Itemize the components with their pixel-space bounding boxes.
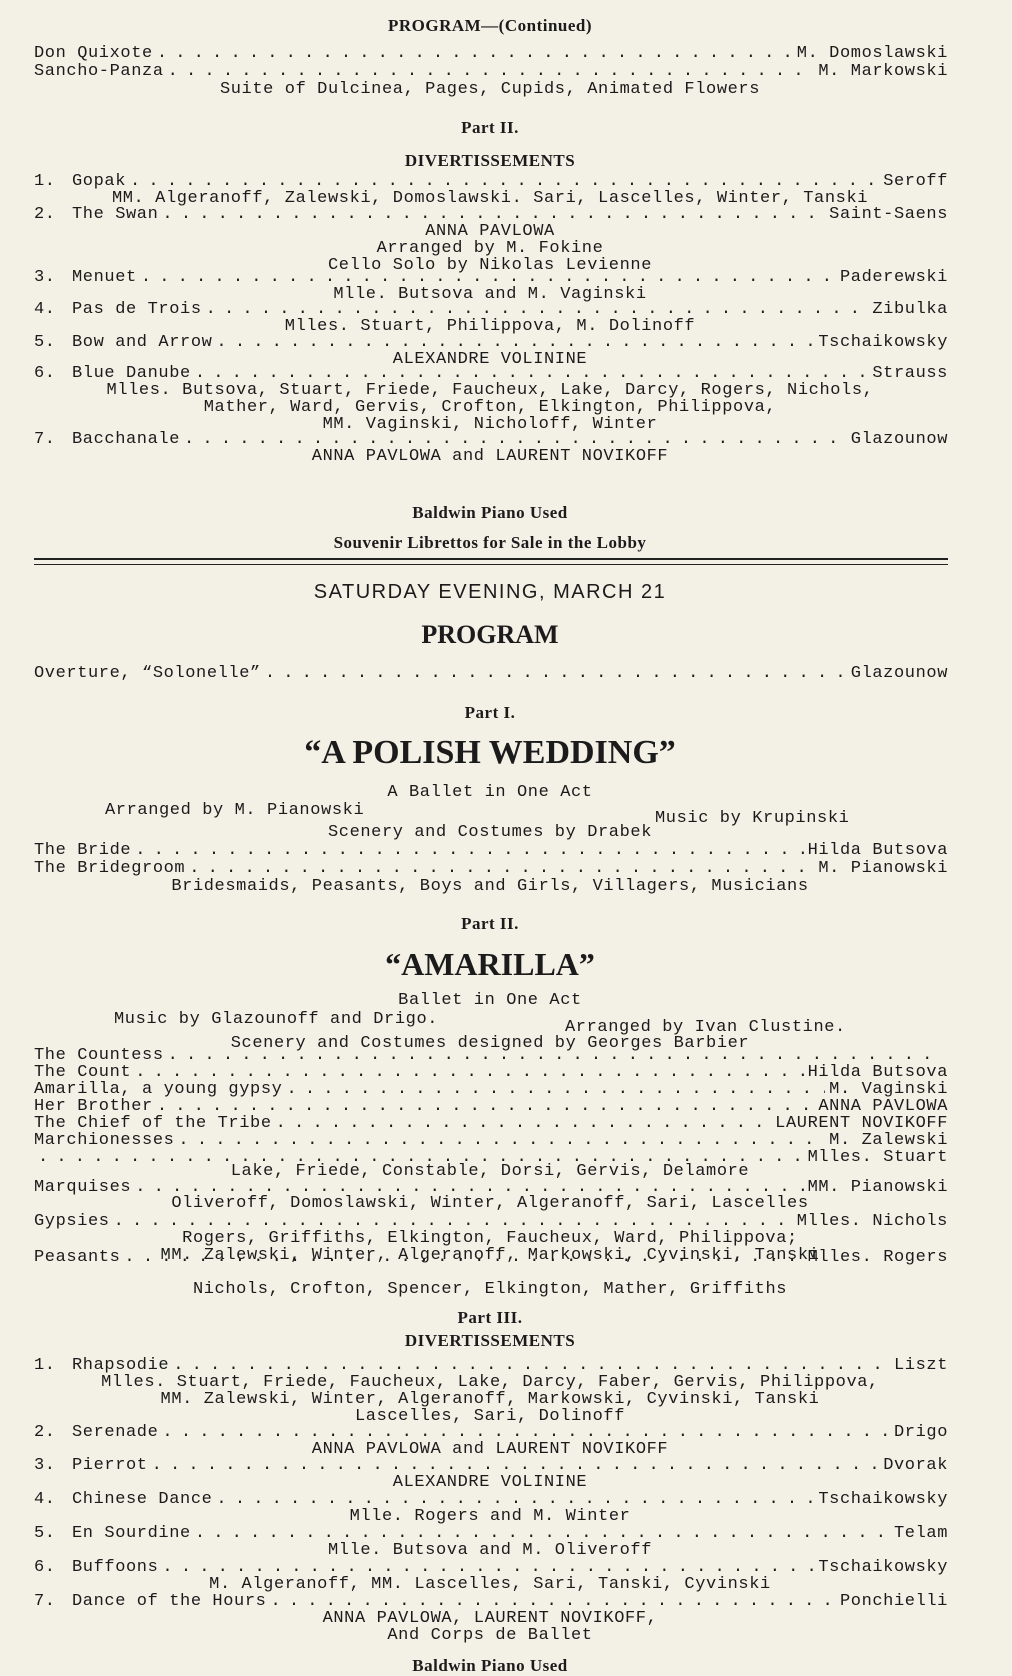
item-credit: MM. Pianowski bbox=[807, 1178, 948, 1197]
item-number: 4. bbox=[34, 300, 56, 319]
ballet-subtitle: Ballet in One Act bbox=[398, 991, 582, 1010]
item-credit: Telam bbox=[893, 1524, 948, 1543]
section-divider bbox=[34, 558, 948, 560]
cast-line-bridegroom bbox=[34, 859, 948, 878]
arranged-by: Arranged by M. Pianowski bbox=[105, 801, 365, 820]
cast-line-bride bbox=[34, 841, 948, 860]
performer: M. Pianowski bbox=[818, 859, 948, 878]
item-number: 5. bbox=[34, 333, 56, 352]
item-title: Bacchanale bbox=[72, 430, 181, 449]
performer: Hilda Butsova bbox=[807, 841, 948, 860]
item-title: Bow and Arrow bbox=[72, 333, 213, 352]
item-title: The Swan bbox=[72, 205, 159, 224]
performer-line: ANNA PAVLOWA bbox=[425, 222, 555, 241]
item-credit: Saint-Saens bbox=[829, 205, 948, 224]
item-title: The Count bbox=[34, 1063, 132, 1082]
item-title: En Sourdine bbox=[72, 1524, 191, 1543]
item-credit: Mlles. Rogers bbox=[807, 1248, 948, 1267]
item-credit: LAURENT NOVIKOFF bbox=[775, 1114, 948, 1133]
item-credit: Ponchielli bbox=[839, 1592, 948, 1611]
music-by: Music by Krupinski bbox=[655, 809, 850, 828]
performer-line: Mather, Ward, Gervis, Crofton, Elkington, Philippova, bbox=[203, 398, 777, 417]
item-credit: Dvorak bbox=[883, 1456, 948, 1475]
ensemble-line: Rogers, Griffiths, Elkington, Faucheux, Ward, Philippova; bbox=[182, 1229, 798, 1248]
item-title: Buffoons bbox=[72, 1558, 159, 1577]
item-title: Blue Danube bbox=[72, 364, 191, 383]
item-credit: M. Zalewski bbox=[829, 1131, 948, 1150]
part-3-heading: DIVERTISSEMENTS bbox=[404, 1331, 576, 1350]
item-credit: Tschaikowsky bbox=[818, 1558, 948, 1577]
item-title: Pierrot bbox=[72, 1456, 148, 1475]
ballet-title-polish-wedding: “A POLISH WEDDING” bbox=[304, 734, 676, 771]
item-number: 1. bbox=[34, 172, 56, 191]
item-credit: Tschaikowsky bbox=[818, 333, 948, 352]
performer-line: M. Algeranoff, MM. Lascelles, Sari, Tanski, Cyvinski bbox=[209, 1575, 771, 1594]
ballet-subtitle: A Ballet in One Act bbox=[387, 783, 593, 802]
leader-dots bbox=[189, 859, 814, 878]
item-title: Menuet bbox=[72, 268, 137, 287]
program-heading: PROGRAM bbox=[421, 620, 559, 649]
item-credit: Mlles. Stuart bbox=[807, 1148, 948, 1167]
ensemble-line: Bridesmaids, Peasants, Boys and Girls, Villagers, Musicians bbox=[171, 877, 809, 896]
item-number: 4. bbox=[34, 1490, 56, 1509]
piano-note: Baldwin Piano Used bbox=[412, 503, 568, 522]
date-heading: SATURDAY EVENING, MARCH 21 bbox=[313, 581, 667, 603]
leader-dots bbox=[265, 664, 847, 683]
scenery-credit: Scenery and Costumes designed by Georges Barbier bbox=[230, 1034, 750, 1053]
leader-dots bbox=[135, 841, 803, 860]
item-title: The Countess bbox=[34, 1046, 164, 1065]
arranged-by: Arranged by Ivan Clustine. bbox=[565, 1018, 846, 1037]
suite-line: Suite of Dulcinea, Pages, Cupids, Animated Flowers bbox=[219, 80, 761, 99]
item-number: 2. bbox=[34, 205, 56, 224]
performer-line: Mlles. Stuart, Friede, Faucheux, Lake, Darcy, Faber, Gervis, Philippova, bbox=[101, 1373, 879, 1392]
performer-line: ANNA PAVLOWA, LAURENT NOVIKOFF, bbox=[322, 1609, 658, 1628]
item-number: 6. bbox=[34, 364, 56, 383]
role: Sancho-Panza bbox=[34, 62, 164, 81]
overture-title: Overture, “Solonelle” bbox=[34, 664, 261, 683]
section-divider-thin bbox=[34, 564, 948, 565]
cast-line-don-quixote bbox=[34, 44, 948, 63]
performer: M. Markowski bbox=[818, 62, 948, 81]
item-credit: ANNA PAVLOWA bbox=[818, 1097, 948, 1116]
item-credit: Mlles. Nichols bbox=[796, 1212, 948, 1231]
item-number: 7. bbox=[34, 1592, 56, 1611]
ensemble-line: Lake, Friede, Constable, Dorsi, Gervis, Delamore bbox=[230, 1162, 750, 1181]
item-credit: Glazounow bbox=[850, 430, 948, 449]
leader-dots bbox=[157, 44, 793, 63]
performer-line: MM. Zalewski, Winter, Algeranoff, Markowski, Cyvinski, Tanski bbox=[160, 1390, 820, 1409]
part-2-label: Part II. bbox=[461, 914, 519, 933]
item-title: Dance of the Hours bbox=[72, 1592, 267, 1611]
item-number: 6. bbox=[34, 1558, 56, 1577]
role: The Bridegroom bbox=[34, 859, 186, 878]
performer-line: Mlle. Butsova and M. Oliveroff bbox=[327, 1541, 653, 1560]
item-credit: Drigo bbox=[893, 1423, 948, 1442]
ballet-title-amarilla: “AMARILLA” bbox=[385, 946, 595, 982]
performer-line: MM. Vaginski, Nicholoff, Winter bbox=[322, 415, 658, 434]
item-number: 5. bbox=[34, 1524, 56, 1543]
scenery-credit: Scenery and Costumes by Drabek bbox=[327, 823, 653, 842]
overture-line bbox=[34, 664, 948, 683]
item-number: 3. bbox=[34, 268, 56, 287]
part-3-label: Part III. bbox=[457, 1308, 523, 1327]
part-1-label: Part I. bbox=[464, 703, 516, 722]
music-by: Music by Glazounoff and Drigo. bbox=[114, 1010, 439, 1029]
performer-line: ALEXANDRE VOLININE bbox=[392, 1473, 588, 1492]
item-title: Her Brother bbox=[34, 1097, 153, 1116]
performer-line: And Corps de Ballet bbox=[387, 1626, 593, 1645]
item-credit: Seroff bbox=[883, 172, 948, 191]
ensemble-line: Oliveroff, Domoslawski, Winter, Algeranoff, Sari, Lascelles bbox=[171, 1194, 809, 1213]
libretto-note: Souvenir Librettos for Sale in the Lobby bbox=[333, 533, 647, 552]
item-number: 3. bbox=[34, 1456, 56, 1475]
item-title: Gypsies bbox=[34, 1212, 110, 1231]
item-title: Amarilla, a young gypsy bbox=[34, 1080, 283, 1099]
item-number: 7. bbox=[34, 430, 56, 449]
item-credit: Paderewski bbox=[839, 268, 948, 287]
performer-line: ANNA PAVLOWA and LAURENT NOVIKOFF bbox=[311, 447, 669, 466]
divertissements-heading: DIVERTISSEMENTS bbox=[404, 151, 576, 170]
performer-line: Mlle. Butsova and M. Vaginski bbox=[333, 285, 647, 304]
performer-line: ANNA PAVLOWA and LAURENT NOVIKOFF bbox=[311, 1440, 669, 1459]
performer-line: Arranged by M. Fokine bbox=[376, 239, 604, 258]
performer-line: Cello Solo by Nikolas Levienne bbox=[327, 256, 653, 275]
part-label: Part II. bbox=[461, 118, 519, 137]
overture-composer: Glazounow bbox=[850, 664, 948, 683]
item-number: 1. bbox=[34, 1356, 56, 1375]
item-credit: M. Vaginski bbox=[829, 1080, 948, 1099]
cast-line-sancho-panza bbox=[34, 62, 948, 81]
item-title: Rhapsodie bbox=[72, 1356, 170, 1375]
item-title: Peasants bbox=[34, 1248, 121, 1267]
continued-heading: PROGRAM—(Continued) bbox=[387, 16, 593, 35]
ensemble-line: Nichols, Crofton, Spencer, Elkington, Mather, Griffiths bbox=[192, 1280, 788, 1299]
ensemble-line: MM. Zalewski, Winter, Algeranoff, Markowski, Cyvinski, Tanski bbox=[160, 1246, 820, 1265]
role: Don Quixote bbox=[34, 44, 153, 63]
performer-line: Mlles. Stuart, Philippova, M. Dolinoff bbox=[284, 317, 696, 336]
performer-line: MM. Algeranoff, Zalewski, Domoslawski. Sari, Lascelles, Winter, Tanski bbox=[111, 189, 869, 208]
item-title: Chinese Dance bbox=[72, 1490, 213, 1509]
performer-line: Mlles. Butsova, Stuart, Friede, Faucheux, Lake, Darcy, Rogers, Nichols, bbox=[106, 381, 874, 400]
item-title: The Chief of the Tribe bbox=[34, 1114, 272, 1133]
leader-dots bbox=[168, 62, 815, 81]
performer-line: ALEXANDRE VOLININE bbox=[392, 350, 588, 369]
item-credit: Liszt bbox=[893, 1356, 948, 1375]
performer-line: Lascelles, Sari, Dolinoff bbox=[354, 1407, 626, 1426]
item-credit: Hilda Butsova bbox=[807, 1063, 948, 1082]
piano-note-bottom: Baldwin Piano Used bbox=[412, 1656, 568, 1675]
item-title: Marquises bbox=[34, 1178, 132, 1197]
item-credit: Tschaikowsky bbox=[818, 1490, 948, 1509]
item-credit: Strauss bbox=[872, 364, 948, 383]
item-title: Marchionesses bbox=[34, 1131, 175, 1150]
role: The Bride bbox=[34, 841, 132, 860]
performer: M. Domoslawski bbox=[796, 44, 948, 63]
item-credit: Zibulka bbox=[872, 300, 948, 319]
item-number: 2. bbox=[34, 1423, 56, 1442]
performer-line: Mlle. Rogers and M. Winter bbox=[349, 1507, 631, 1526]
item-title: Serenade bbox=[72, 1423, 159, 1442]
item-title: Pas de Trois bbox=[72, 300, 202, 319]
item-title: Gopak bbox=[72, 172, 127, 191]
